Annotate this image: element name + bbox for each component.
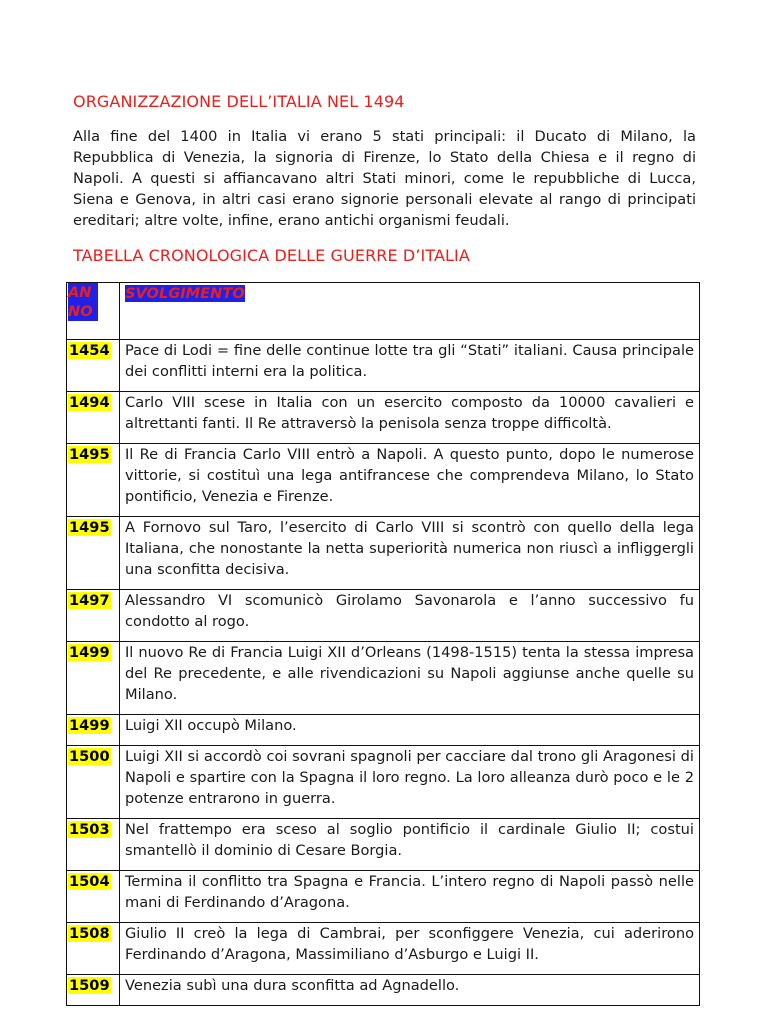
table-row <box>67 746 700 819</box>
event-cell: Alessandro VI scomunicò Girolamo Savonarola e l’anno successivo fu condotto al rogo. <box>120 590 700 642</box>
table-row <box>67 392 700 444</box>
event-cell: Termina il conflitto tra Spagna e Francia. L’intero regno di Napoli passò nelle mani di Ferdinando d’Aragona. <box>120 871 700 923</box>
year-label: 1499 <box>69 644 110 661</box>
year-cell <box>67 340 120 392</box>
table-header-row <box>67 283 700 340</box>
chronology-table <box>66 282 700 1006</box>
year-label: 1454 <box>69 342 110 359</box>
table-row <box>67 819 700 871</box>
event-cell: A Fornovo sul Taro, l’esercito di Carlo VIII si scontrò con quello della lega Italiana, che nonostante la netta superiorità numerica non riuscì a infliggergli una sconfitta decisiva. <box>120 517 700 590</box>
header-year-label: ANNO <box>68 283 98 321</box>
year-cell <box>67 392 120 444</box>
header-year-cell <box>67 283 120 340</box>
event-cell: Luigi XII occupò Milano. <box>120 715 700 746</box>
table-row <box>67 923 700 975</box>
year-cell <box>67 590 120 642</box>
event-cell: Luigi XII si accordò coi sovrani spagnoli per cacciare dal trono gli Aragonesi di Napoli e spartire con la Spagna il loro regno. La loro alleanza durò poco e le 2 potenze entrarono in guerra. <box>120 746 700 819</box>
year-label: 1497 <box>69 592 110 609</box>
header-desc-cell <box>120 283 700 340</box>
section-title-organization: ORGANIZZAZIONE DELL’ITALIA NEL 1494 <box>73 92 405 111</box>
year-cell <box>67 517 120 590</box>
table-row <box>67 871 700 923</box>
year-cell <box>67 923 120 975</box>
table-row <box>67 444 700 517</box>
table-row <box>67 975 700 1006</box>
year-cell <box>67 642 120 715</box>
event-cell: Giulio II creò la lega di Cambrai, per sconfiggere Venezia, cui aderirono Ferdinando d’Aragona, Massimiliano d’Asburgo e Luigi II. <box>120 923 700 975</box>
year-label: 1504 <box>69 873 110 890</box>
year-label: 1509 <box>69 977 110 994</box>
year-label: 1503 <box>69 821 110 838</box>
event-cell: Carlo VIII scese in Italia con un esercito composto da 10000 cavalieri e altrettanti fanti. Il Re attraversò la penisola senza troppe difficoltà. <box>120 392 700 444</box>
event-cell: Pace di Lodi = fine delle continue lotte tra gli “Stati” italiani. Causa principale dei conflitti interni era la politica. <box>120 340 700 392</box>
section-title-chronology: TABELLA CRONOLOGICA DELLE GUERRE D’ITALIA <box>73 246 470 265</box>
year-cell <box>67 444 120 517</box>
year-cell <box>67 975 120 1006</box>
year-label: 1495 <box>69 446 110 463</box>
year-cell <box>67 819 120 871</box>
year-label: 1500 <box>69 748 110 765</box>
event-cell: Nel frattempo era sceso al soglio pontificio il cardinale Giulio II; costui smantellò il dominio di Cesare Borgia. <box>120 819 700 871</box>
year-cell <box>67 715 120 746</box>
header-desc-label: SVOLGIMENTO <box>125 285 245 302</box>
year-label: 1494 <box>69 394 110 411</box>
year-cell <box>67 871 120 923</box>
intro-paragraph: Alla fine del 1400 in Italia vi erano 5 stati principali: il Ducato di Milano, la Repubblica di Venezia, la signoria di Firenze, lo Stato della Chiesa e il regno di Napoli. A questi si affiancavano altri Stati minori, come le repubbliche di Lucca, Siena e Genova, in altri casi erano signorie personali elevate al rango di principati ereditari; altre volte, infine, erano antichi organismi feudali. <box>73 128 696 229</box>
table-row <box>67 715 700 746</box>
year-label: 1499 <box>69 717 110 734</box>
year-cell <box>67 746 120 819</box>
event-cell: Il Re di Francia Carlo VIII entrò a Napoli. A questo punto, dopo le numerose vittorie, si costituì una lega antifrancese che comprendeva Milano, lo Stato pontificio, Venezia e Firenze. <box>120 444 700 517</box>
year-label: 1508 <box>69 925 110 942</box>
table-row <box>67 590 700 642</box>
year-label: 1495 <box>69 519 110 536</box>
table-row <box>67 340 700 392</box>
event-cell: Venezia subì una dura sconfitta ad Agnadello. <box>120 975 700 1006</box>
event-cell: Il nuovo Re di Francia Luigi XII d’Orleans (1498-1515) tenta la stessa impresa del Re precedente, e alle rivendicazioni su Napoli aggiunse anche quelle su Milano. <box>120 642 700 715</box>
table-row <box>67 642 700 715</box>
table-row <box>67 517 700 590</box>
